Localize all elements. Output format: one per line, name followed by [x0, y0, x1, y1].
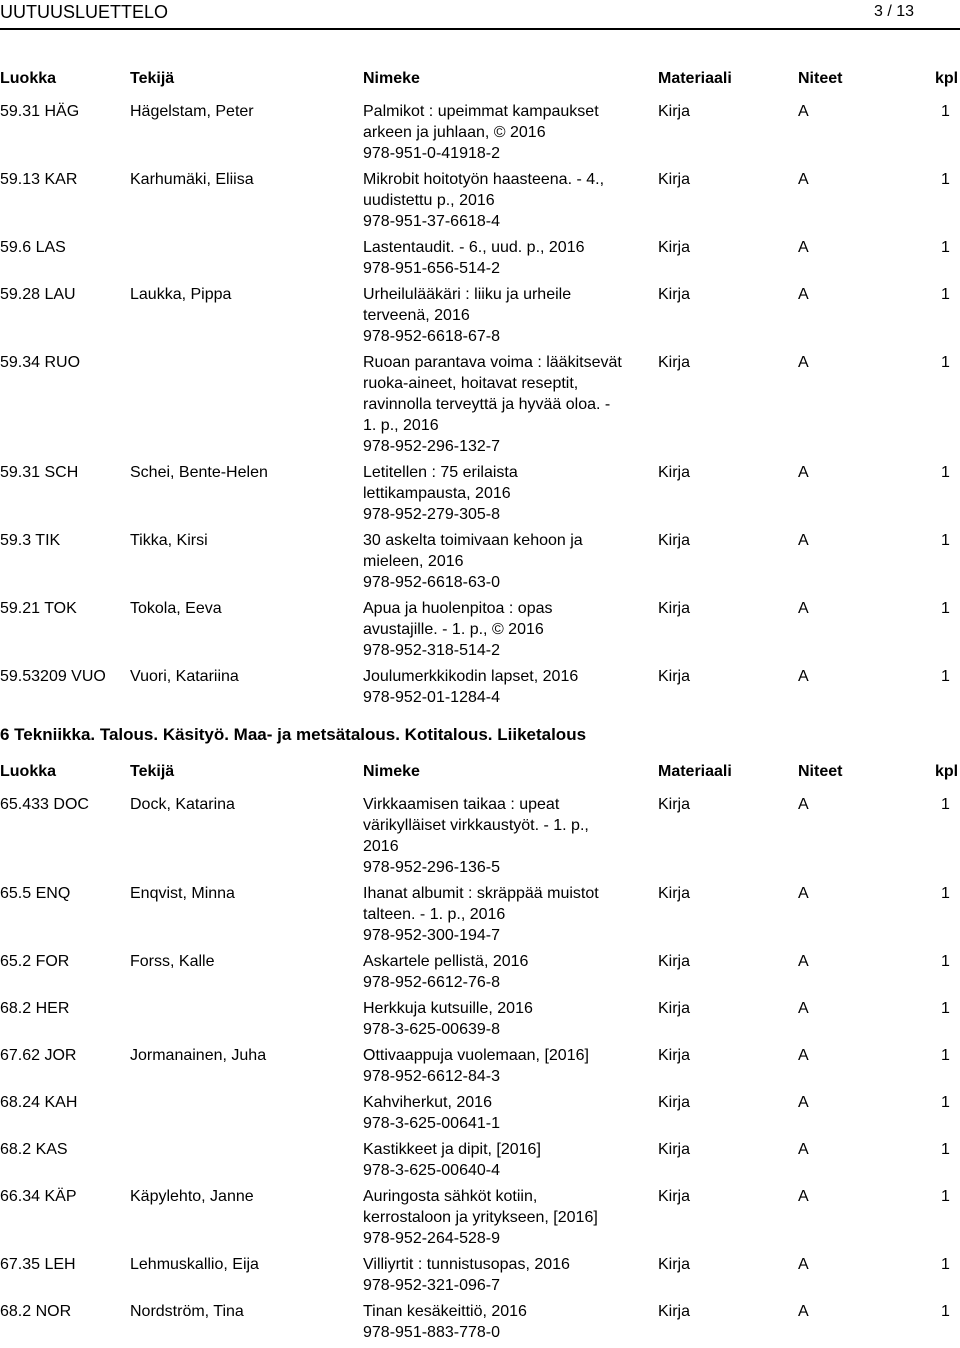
title-cell: [363, 666, 625, 708]
material: Kirja: [658, 1000, 691, 1017]
class-code: 65.433 DOC: [0, 796, 89, 813]
copies-location: A: [798, 103, 809, 120]
title-cell: [363, 998, 625, 1040]
material: Kirja: [658, 668, 691, 685]
isbn: 978-952-296-136-5: [363, 859, 500, 876]
title-cell: [363, 284, 625, 347]
author: Jormanainen, Juha: [130, 1047, 267, 1064]
table-row: [0, 1139, 960, 1186]
title-cell: [363, 462, 625, 525]
column-nimeke: Nimeke: [363, 763, 420, 780]
column-header-2: [0, 761, 960, 783]
material: Kirja: [658, 532, 691, 549]
class-code: 68.2 NOR: [0, 1303, 72, 1320]
title-cell: [363, 794, 625, 878]
book-title: Mikrobit hoitotyön haasteena. - 4., uudistettu p., 2016: [363, 171, 605, 209]
title-cell: [363, 352, 625, 457]
class-code: 68.2 HER: [0, 1000, 70, 1017]
class-code: 59.53209 VUO: [0, 668, 106, 685]
table-row: [0, 1092, 960, 1139]
copies-location: A: [798, 953, 809, 970]
table-row: [0, 530, 960, 598]
isbn: 978-952-6612-76-8: [363, 974, 500, 991]
author: Laukka, Pippa: [130, 286, 232, 303]
author: Forss, Kalle: [130, 953, 215, 970]
quantity: 1: [941, 668, 950, 685]
copies-location: A: [798, 600, 809, 617]
class-code: 59.3 TIK: [0, 532, 61, 549]
isbn: 978-952-6618-63-0: [363, 574, 500, 591]
title-cell: [363, 1092, 625, 1134]
document-title: UUTUUSLUETTELO: [0, 2, 169, 22]
title-cell: [363, 1301, 625, 1343]
book-title: Joulumerkkikodin lapset, 2016: [363, 668, 579, 685]
copies-location: A: [798, 796, 809, 813]
material: Kirja: [658, 1047, 691, 1064]
material: Kirja: [658, 1256, 691, 1273]
title-cell: [363, 598, 625, 661]
copies-location: A: [798, 1303, 809, 1320]
book-title: Virkkaamisen taikaa : upeat värikylläiset virkkaustyöt. - 1. p., 2016: [363, 796, 589, 855]
class-code: 65.2 FOR: [0, 953, 70, 970]
isbn: 978-951-0-41918-2: [363, 145, 500, 162]
isbn: 978-951-883-778-0: [363, 1324, 500, 1341]
book-title: Urheilulääkäri : liiku ja urheile terveenä, 2016: [363, 286, 572, 324]
material: Kirja: [658, 354, 691, 371]
isbn: 978-952-296-132-7: [363, 438, 500, 455]
material: Kirja: [658, 464, 691, 481]
material: Kirja: [658, 171, 691, 188]
book-title: Ruoan parantava voima : lääkitsevät ruoka-aineet, hoitavat reseptit, ravinnolla terveyttä ja hyvää oloa. - 1. p., 2016: [363, 354, 622, 434]
class-code: 59.28 LAU: [0, 286, 76, 303]
material: Kirja: [658, 953, 691, 970]
class-code: 59.13 KAR: [0, 171, 78, 188]
table-row: [0, 284, 960, 352]
class-code: 59.6 LAS: [0, 239, 66, 256]
table-row: [0, 101, 960, 169]
material: Kirja: [658, 885, 691, 902]
copies-location: A: [798, 239, 809, 256]
table-row: [0, 1045, 960, 1092]
author: Enqvist, Minna: [130, 885, 235, 902]
book-title: Ihanat albumit : skräppää muistot talteen. - 1. p., 2016: [363, 885, 599, 923]
table-row: [0, 1186, 960, 1254]
class-code: 59.31 SCH: [0, 464, 79, 481]
table-row: [0, 951, 960, 998]
title-cell: [363, 883, 625, 946]
author: Karhumäki, Eliisa: [130, 171, 254, 188]
author: Käpylehto, Janne: [130, 1188, 254, 1205]
material: Kirja: [658, 1141, 691, 1158]
quantity: 1: [941, 1000, 950, 1017]
book-title: Palmikot : upeimmat kampaukset arkeen ja juhlaan, © 2016: [363, 103, 599, 141]
material: Kirja: [658, 103, 691, 120]
book-title: Ottivaappuja vuolemaan, [2016]: [363, 1047, 589, 1064]
copies-location: A: [798, 532, 809, 549]
table-row: [0, 666, 960, 713]
title-cell: [363, 530, 625, 593]
copies-location: A: [798, 171, 809, 188]
table-row: [0, 169, 960, 237]
book-title: Herkkuja kutsuille, 2016: [363, 1000, 533, 1017]
title-cell: [363, 101, 625, 164]
isbn: 978-3-625-00639-8: [363, 1021, 500, 1038]
column-materiaali: Materiaali: [658, 763, 732, 780]
page-header: [0, 0, 960, 30]
book-title: Tinan kesäkeittiö, 2016: [363, 1303, 527, 1320]
title-cell: [363, 169, 625, 232]
author: Tokola, Eeva: [130, 600, 222, 617]
table-row: [0, 998, 960, 1045]
column-niteet: Niteet: [798, 70, 843, 87]
material: Kirja: [658, 239, 691, 256]
quantity: 1: [941, 600, 950, 617]
quantity: 1: [941, 532, 950, 549]
book-title: Kastikkeet ja dipit, [2016]: [363, 1141, 541, 1158]
column-header-1: [0, 68, 960, 90]
material: Kirja: [658, 1094, 691, 1111]
isbn: 978-952-279-305-8: [363, 506, 500, 523]
column-tekija: Tekijä: [130, 763, 175, 780]
table-row: [0, 237, 960, 284]
class-code: 67.62 JOR: [0, 1047, 77, 1064]
isbn: 978-952-264-528-9: [363, 1230, 500, 1247]
copies-location: A: [798, 1047, 809, 1064]
quantity: 1: [941, 1256, 950, 1273]
quantity: 1: [941, 171, 950, 188]
column-tekija: Tekijä: [130, 70, 175, 87]
author: Schei, Bente-Helen: [130, 464, 268, 481]
material: Kirja: [658, 600, 691, 617]
quantity: 1: [941, 1047, 950, 1064]
title-cell: [363, 951, 625, 993]
class-code: 66.34 KÄP: [0, 1188, 77, 1205]
table-row: [0, 352, 960, 462]
quantity: 1: [941, 286, 950, 303]
isbn: 978-952-321-096-7: [363, 1277, 500, 1294]
quantity: 1: [941, 1094, 950, 1111]
title-cell: [363, 1139, 625, 1181]
class-code: 59.31 HÄG: [0, 103, 80, 120]
quantity: 1: [941, 239, 950, 256]
column-niteet: Niteet: [798, 763, 843, 780]
author: Dock, Katarina: [130, 796, 235, 813]
class-code: 59.34 RUO: [0, 354, 81, 371]
copies-location: A: [798, 464, 809, 481]
author: Vuori, Katariina: [130, 668, 239, 685]
copies-location: A: [798, 1141, 809, 1158]
material: Kirja: [658, 1188, 691, 1205]
copies-location: A: [798, 1256, 809, 1273]
book-title: 30 askelta toimivaan kehoon ja mieleen, 2016: [363, 532, 583, 570]
page-number: 3 / 13: [873, 3, 914, 20]
title-cell: [363, 1045, 625, 1087]
isbn: 978-952-6612-84-3: [363, 1068, 500, 1085]
author: Lehmuskallio, Eija: [130, 1256, 259, 1273]
class-code: 67.35 LEH: [0, 1256, 76, 1273]
table-row: [0, 598, 960, 666]
class-code: 65.5 ENQ: [0, 885, 71, 902]
isbn: 978-952-300-194-7: [363, 927, 500, 944]
column-luokka: Luokka: [0, 70, 57, 87]
class-code: 59.21 TOK: [0, 600, 77, 617]
quantity: 1: [941, 1188, 950, 1205]
copies-location: A: [798, 1094, 809, 1111]
book-title: Askartele pellistä, 2016: [363, 953, 529, 970]
author: Hägelstam, Peter: [130, 103, 254, 120]
copies-location: A: [798, 885, 809, 902]
book-title: Lastentaudit. - 6., uud. p., 2016: [363, 239, 585, 256]
copies-location: A: [798, 668, 809, 685]
column-nimeke: Nimeke: [363, 70, 420, 87]
title-cell: [363, 1254, 625, 1296]
isbn: 978-952-01-1284-4: [363, 689, 500, 706]
material: Kirja: [658, 796, 691, 813]
isbn: 978-951-656-514-2: [363, 260, 500, 277]
book-title: Auringosta sähköt kotiin, kerrostaloon ja yritykseen, [2016]: [363, 1188, 598, 1226]
section-2-list: [0, 794, 960, 1348]
section-2-title: 6 Tekniikka. Talous. Käsityö. Maa- ja metsätalous. Kotitalous. Liiketalous: [0, 725, 587, 744]
quantity: 1: [941, 464, 950, 481]
quantity: 1: [941, 354, 950, 371]
quantity: 1: [941, 1141, 950, 1158]
section-1-list: [0, 101, 960, 713]
quantity: 1: [941, 885, 950, 902]
table-row: [0, 794, 960, 883]
column-kpl: kpl: [935, 70, 959, 87]
isbn: 978-3-625-00641-1: [363, 1115, 500, 1132]
table-row: [0, 883, 960, 951]
book-title: Apua ja huolenpitoa : opas avustajille. - 1. p., © 2016: [363, 600, 553, 638]
header-divider: [0, 28, 960, 30]
isbn: 978-952-318-514-2: [363, 642, 500, 659]
copies-location: A: [798, 354, 809, 371]
book-title: Letitellen : 75 erilaista lettikampausta, 2016: [363, 464, 518, 502]
quantity: 1: [941, 953, 950, 970]
isbn: 978-3-625-00640-4: [363, 1162, 500, 1179]
title-cell: [363, 237, 625, 279]
copies-location: A: [798, 1188, 809, 1205]
material: Kirja: [658, 1303, 691, 1320]
column-kpl: kpl: [935, 763, 959, 780]
class-code: 68.24 KAH: [0, 1094, 78, 1111]
author: Tikka, Kirsi: [130, 532, 208, 549]
quantity: 1: [941, 796, 950, 813]
class-code: 68.2 KAS: [0, 1141, 68, 1158]
title-cell: [363, 1186, 625, 1249]
book-title: Villiyrtit : tunnistusopas, 2016: [363, 1256, 570, 1273]
column-materiaali: Materiaali: [658, 70, 732, 87]
book-title: Kahviherkut, 2016: [363, 1094, 492, 1111]
quantity: 1: [941, 103, 950, 120]
table-row: [0, 1254, 960, 1301]
column-luokka: Luokka: [0, 763, 57, 780]
author: Nordström, Tina: [130, 1303, 244, 1320]
quantity: 1: [941, 1303, 950, 1320]
table-row: [0, 462, 960, 530]
copies-location: A: [798, 1000, 809, 1017]
isbn: 978-951-37-6618-4: [363, 213, 500, 230]
isbn: 978-952-6618-67-8: [363, 328, 500, 345]
copies-location: A: [798, 286, 809, 303]
material: Kirja: [658, 286, 691, 303]
